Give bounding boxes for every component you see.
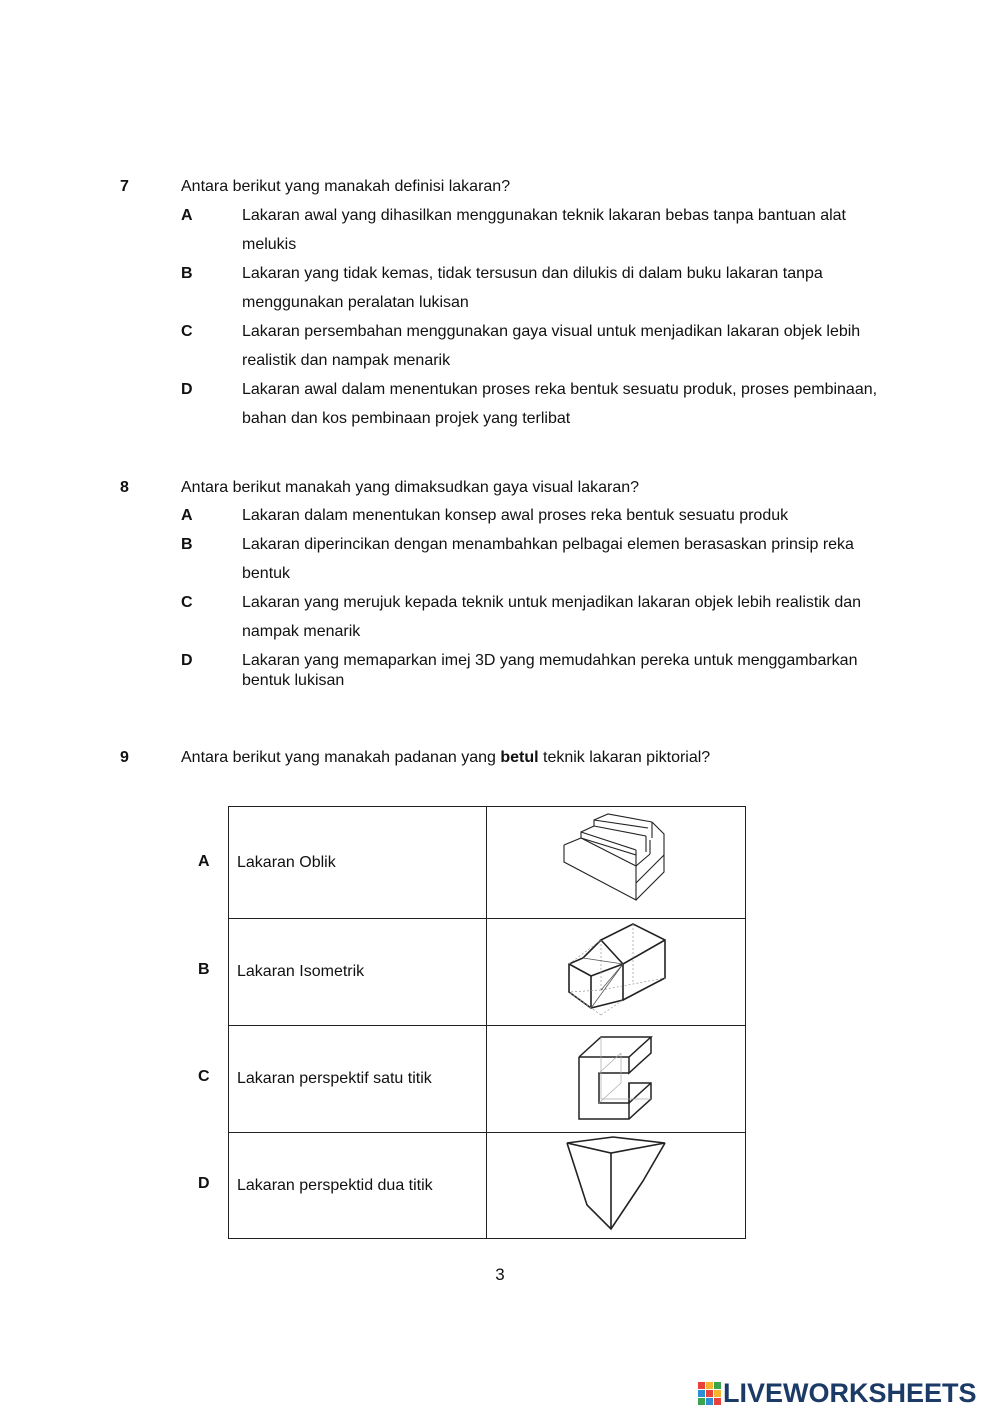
row-letter-c: C	[198, 1068, 210, 1085]
option-letter: C	[181, 323, 193, 340]
question-text: Antara berikut manakah yang dimaksudkan gaya visual lakaran?	[181, 479, 640, 496]
table-row[interactable]	[229, 1026, 746, 1133]
sketch-image-cell	[487, 1133, 746, 1239]
question-text-bold: betul	[500, 749, 539, 766]
sketch-label: Lakaran perspektif satu titik	[229, 1026, 487, 1133]
question-text-part: Antara berikut yang manakah padanan yang	[181, 749, 501, 766]
table-row[interactable]	[229, 919, 746, 1026]
option-letter: C	[181, 594, 193, 611]
question-number: 8	[120, 479, 129, 496]
question-text-part: teknik lakaran piktorial?	[538, 749, 711, 766]
liveworksheets-logo[interactable]	[697, 1378, 977, 1409]
sketch-image-cell	[487, 1026, 746, 1133]
option-text: Lakaran persembahan menggunakan gaya visual untuk menjadikan lakaran objek lebih realistik dan nampak menarik	[242, 323, 861, 369]
option-letter: A	[181, 207, 193, 224]
pictorial-sketch-table	[228, 806, 746, 1239]
option-text: Lakaran yang tidak kemas, tidak tersusun dan dilukis di dalam buku lakaran tanpa menggunakan peralatan lukisan	[242, 265, 823, 311]
liveworksheets-logo-icon	[697, 1381, 723, 1407]
liveworksheets-brand: LIVEWORKSHEETS	[723, 1378, 977, 1408]
isometric-block-icon	[561, 920, 671, 1020]
option-text: Lakaran dalam menentukan konsep awal proses reka bentuk sesuatu produk	[242, 507, 789, 524]
option-text: Lakaran yang merujuk kepada teknik untuk menjadikan lakaran objek lebih realistik dan nampak menarik	[242, 594, 862, 640]
option-text: Lakaran awal yang dihasilkan menggunakan teknik lakaran bebas tanpa bantuan alat melukis	[242, 207, 846, 253]
option-letter: B	[181, 265, 193, 282]
stairs-sketch-icon	[556, 810, 676, 910]
sketch-image-cell	[487, 807, 746, 919]
table-row[interactable]	[229, 1133, 746, 1239]
question-text	[181, 749, 710, 767]
sketch-label: Lakaran Isometrik	[229, 919, 487, 1026]
row-letter-d: D	[198, 1175, 210, 1192]
option-letter: B	[181, 536, 193, 553]
option-letter: A	[181, 507, 193, 524]
option-text: Lakaran yang memaparkan imej 3D yang memudahkan pereka untuk menggambarkan bentuk lukisan	[242, 652, 858, 689]
sketch-image-cell	[487, 919, 746, 1026]
option-text: Lakaran diperincikan dengan menambahkan pelbagai elemen berasaskan prinsip reka bentuk	[242, 536, 854, 582]
table-row[interactable]	[229, 807, 746, 919]
option-letter: D	[181, 381, 193, 398]
row-letter-b: B	[198, 961, 210, 978]
question-text: Antara berikut yang manakah definisi lakaran?	[181, 178, 511, 195]
c-shape-block-icon	[571, 1027, 661, 1127]
row-letter-a: A	[198, 853, 210, 870]
question-number: 7	[120, 178, 129, 195]
page-number: 3	[495, 1265, 505, 1284]
question-number: 9	[120, 749, 129, 766]
option-text: Lakaran awal dalam menentukan proses reka bentuk sesuatu produk, proses pembinaan, bahan dan kos pembinaan projek yang terlibat	[242, 381, 878, 427]
option-letter: D	[181, 652, 193, 669]
sketch-label: Lakaran perspektid dua titik	[229, 1133, 487, 1239]
sketch-label: Lakaran Oblik	[229, 807, 487, 919]
pyramid-sketch-icon	[561, 1133, 671, 1233]
